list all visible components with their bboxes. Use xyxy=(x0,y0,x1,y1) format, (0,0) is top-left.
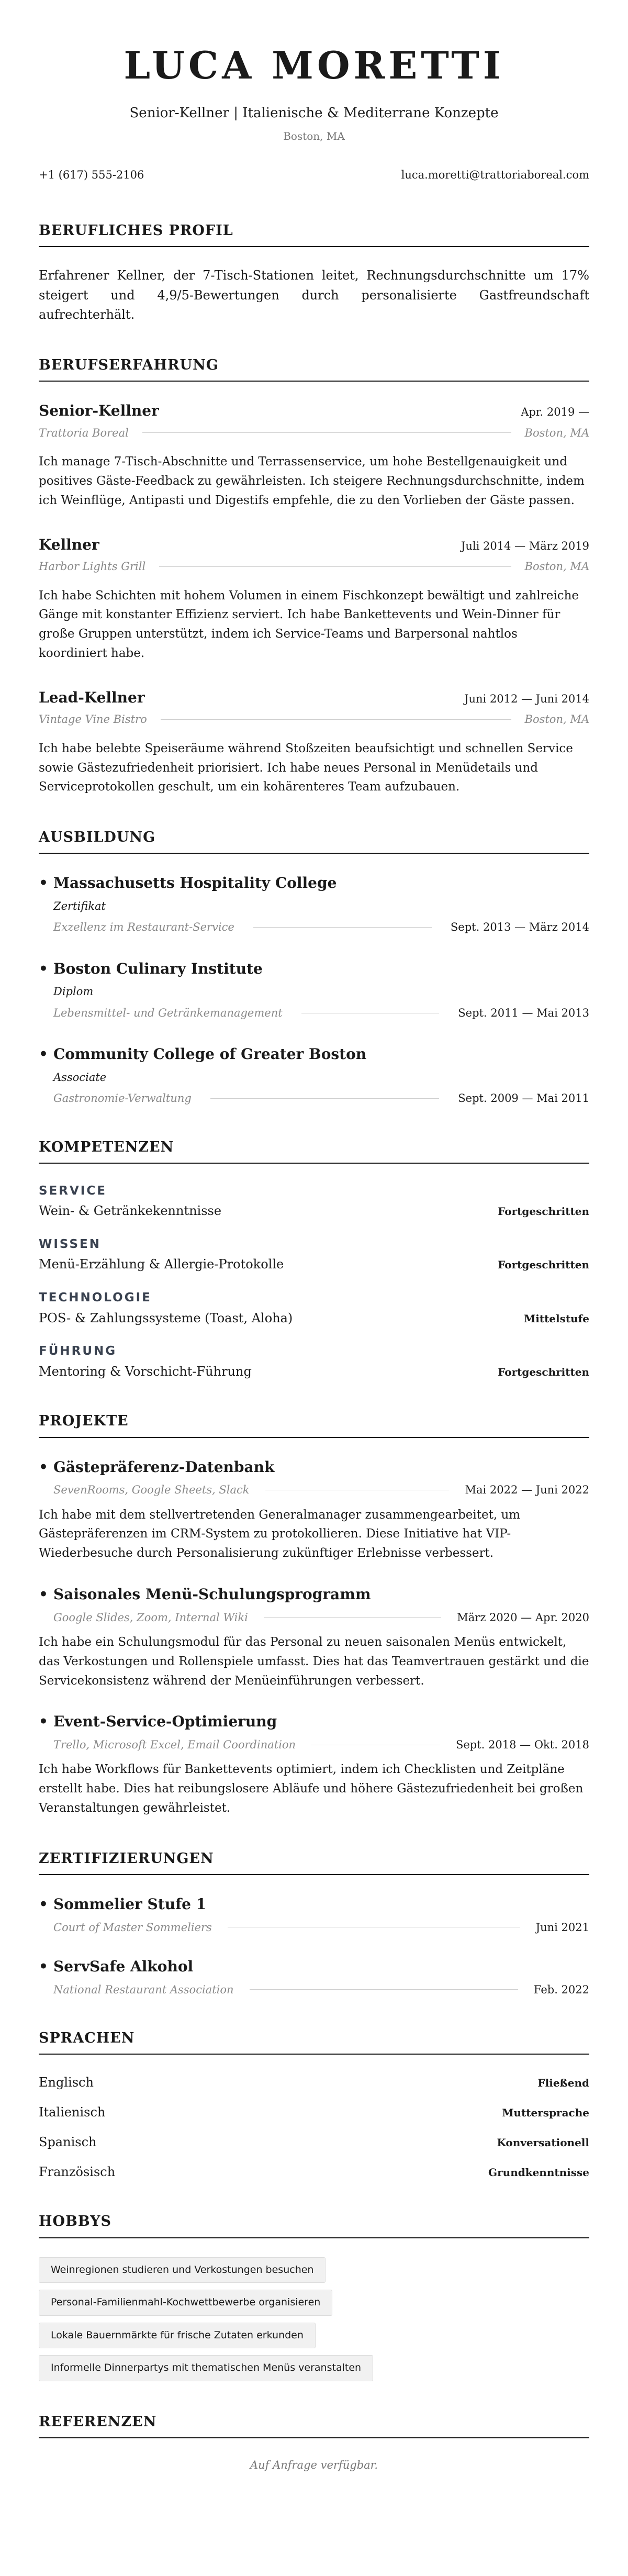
leader-line xyxy=(250,1989,518,1990)
school-name: Massachusetts Hospitality College xyxy=(53,874,337,892)
language-name: Spanisch xyxy=(39,2134,97,2149)
candidate-name: LUCA MORETTI xyxy=(124,43,504,87)
job-company: Vintage Vine Bistro xyxy=(39,713,147,726)
job-title: Lead-Kellner xyxy=(39,688,145,706)
language-row xyxy=(39,2103,589,2122)
language-name: Englisch xyxy=(39,2075,94,2090)
references-text: Auf Anfrage verfügbar. xyxy=(250,2458,378,2471)
skill-category xyxy=(39,1343,589,1380)
certification-issuer: Court of Master Sommeliers xyxy=(53,1921,212,1934)
language-row xyxy=(39,2133,589,2151)
languages-section xyxy=(39,2028,589,2181)
experience-section xyxy=(39,355,589,797)
job-description: Ich habe Schichten mit hohem Volumen in einem Fischkonzept bewältigt und zahlreiche Gänge mit konstanter Effizienz serviert. Ich habe Bankettevents und Wein-Dinner für große Gruppen unterstützt, indem ich Service-Teams und Barpersonal nahtlos koordiniert habe. xyxy=(39,588,579,660)
skill-level: Fortgeschritten xyxy=(498,1205,589,1218)
section-title: SPRACHEN xyxy=(39,2028,589,2055)
job-location: Boston, MA xyxy=(524,426,589,439)
project-description: Ich habe mit dem stellvertretenden Generalmanager zusammengearbeitet, um Gästepräferenzen im CRM-System zu protokollieren. Diese Initiative hat VIP-Wiederbesuche durch Personalisierung zukünftiger Erlebnisse verbessert. xyxy=(39,1508,521,1560)
job-entry xyxy=(39,400,589,510)
skills-section xyxy=(39,1137,589,1381)
project-description: Ich habe Workflows für Bankettevents optimiert, indem ich Checklisten und Zeitpläne erstellt habe. Dies hat reibungslosere Abläufe und höhere Gästezufriedenheit bei großen Veranstaltungen gewährleistet. xyxy=(39,1763,584,1815)
language-row xyxy=(39,2163,589,2181)
degree: Zertifikat xyxy=(53,899,106,912)
candidate-location: Boston, MA xyxy=(283,129,345,142)
language-name: Italienisch xyxy=(39,2105,106,2120)
certification-issuer: National Restaurant Association xyxy=(53,1983,234,1996)
hobbies-section xyxy=(39,2211,589,2381)
leader-line xyxy=(161,719,511,720)
education-entry xyxy=(39,873,589,935)
section-title: BERUFLICHES PROFIL xyxy=(39,220,589,247)
section-title: PROJEKTE xyxy=(39,1411,589,1437)
project-entry xyxy=(39,1711,589,1817)
project-tools: Google Slides, Zoom, Internal Wiki xyxy=(53,1611,248,1624)
leader-line xyxy=(210,1098,439,1099)
education-entry xyxy=(39,1044,589,1106)
profile-text: Erfahrener Kellner, der 7-Tisch-Stationen leitet, Rechnungsdurchschnitte um 17% steigert und 4,9/5-Bewertungen durch personalisierte Gastfreundschaft aufrechterhält. xyxy=(39,268,589,322)
school-name: Community College of Greater Boston xyxy=(53,1045,367,1063)
project-tools: SevenRooms, Google Sheets, Slack xyxy=(53,1484,250,1497)
education-entry xyxy=(39,958,589,1021)
education-section xyxy=(39,827,589,1107)
bullet-icon: • xyxy=(39,1458,48,1476)
education-dates: Sept. 2013 — März 2014 xyxy=(450,921,589,934)
skill-category xyxy=(39,1183,589,1220)
skill-category xyxy=(39,1236,589,1274)
skill-level: Mittelstufe xyxy=(524,1312,589,1325)
section-title: KOMPETENZEN xyxy=(39,1137,589,1164)
education-dates: Sept. 2011 — Mai 2013 xyxy=(458,1006,589,1019)
degree: Diplom xyxy=(53,985,94,998)
school-name: Boston Culinary Institute xyxy=(53,960,263,977)
hobby-tag: Personal-Familienmahl-Kochwettbewerbe organisieren xyxy=(39,2290,332,2316)
leader-line xyxy=(264,1617,441,1618)
language-level: Muttersprache xyxy=(502,2106,589,2120)
skill-category-label: WISSEN xyxy=(39,1237,101,1252)
project-dates: Mai 2022 — Juni 2022 xyxy=(465,1484,589,1497)
project-dates: Sept. 2018 — Okt. 2018 xyxy=(455,1738,589,1752)
skill-level: Fortgeschritten xyxy=(498,1365,589,1378)
phone-number[interactable]: +1 (617) 555-2106 xyxy=(39,168,144,181)
hobby-list xyxy=(39,2257,589,2381)
language-name: Französisch xyxy=(39,2164,116,2179)
hobby-tag: Informelle Dinnerpartys mit thematischen Menüs veranstalten xyxy=(39,2355,373,2381)
job-location: Boston, MA xyxy=(524,713,589,726)
leader-line xyxy=(253,927,432,928)
section-title: BERUFSERFAHRUNG xyxy=(39,355,589,382)
field-of-study: Lebensmittel- und Getränkemanagement xyxy=(53,1006,283,1019)
project-entry xyxy=(39,1584,589,1690)
skill-category-label: SERVICE xyxy=(39,1184,107,1198)
certification-entry xyxy=(39,1894,589,1935)
job-company: Harbor Lights Grill xyxy=(39,560,146,573)
hobby-tag: Weinregionen studieren und Verkostungen besuchen xyxy=(39,2257,326,2283)
job-title: Kellner xyxy=(39,536,99,553)
language-level: Fließend xyxy=(537,2077,589,2090)
leader-line xyxy=(142,432,511,433)
resume-header xyxy=(39,44,589,144)
bullet-icon: • xyxy=(39,1045,48,1063)
projects-section xyxy=(39,1411,589,1817)
language-level: Konversationell xyxy=(497,2136,589,2149)
field-of-study: Exzellenz im Restaurant-Service xyxy=(53,921,234,934)
job-title: Senior-Kellner xyxy=(39,402,159,420)
section-title: HOBBYS xyxy=(39,2211,589,2238)
project-tools: Trello, Microsoft Excel, Email Coordination xyxy=(53,1738,296,1752)
skill-name: POS- & Zahlungssysteme (Toast, Aloha) xyxy=(39,1310,293,1325)
bullet-icon: • xyxy=(39,1586,48,1603)
contact-row xyxy=(39,167,589,183)
project-entry xyxy=(39,1457,589,1563)
bullet-icon: • xyxy=(39,874,48,892)
project-description: Ich habe ein Schulungsmodul für das Personal zu neuen saisonalen Menüs entwickelt, das Verkostungen und Rollenspiele umfasst. Dies hat das Teamvertrauen gestärkt und die Servicekonsistenz während der Menüeinführungen verbessert. xyxy=(39,1635,589,1688)
skill-name: Mentoring & Vorschicht-Führung xyxy=(39,1364,252,1379)
leader-line xyxy=(159,566,511,567)
section-title: ZERTIFIZIERUNGEN xyxy=(39,1848,589,1875)
skill-name: Menü-Erzählung & Allergie-Protokolle xyxy=(39,1257,284,1272)
section-title: AUSBILDUNG xyxy=(39,827,589,854)
education-dates: Sept. 2009 — Mai 2011 xyxy=(458,1092,589,1105)
bullet-icon: • xyxy=(39,1713,48,1731)
certifications-section xyxy=(39,1848,589,1998)
job-dates: Juni 2012 — Juni 2014 xyxy=(464,692,589,705)
degree: Associate xyxy=(53,1070,107,1084)
job-description: Ich manage 7-Tisch-Abschnitte und Terrassenservice, um hohe Bestellgenauigkeit und positives Gäste-Feedback zu gewährleisten. Ich steigere Rechnungsdurchschnitte, indem ich Weinflüge, Antipasti und Digestifs empfehle, die zu den Vorlieben der Gäste passen. xyxy=(39,455,585,507)
candidate-tagline: Senior-Kellner | Italienische & Mediterrane Konzepte xyxy=(129,105,499,121)
skill-category-label: TECHNOLOGIE xyxy=(39,1291,152,1305)
profile-section xyxy=(39,220,589,325)
job-dates: Juli 2014 — März 2019 xyxy=(461,539,589,552)
hobby-tag: Lokale Bauernmärkte für frische Zutaten erkunden xyxy=(39,2323,316,2349)
bullet-icon: • xyxy=(39,1895,48,1913)
certification-entry xyxy=(39,1956,589,1998)
language-row xyxy=(39,2073,589,2092)
certification-name: ServSafe Alkohol xyxy=(53,1958,194,1976)
certification-date: Juni 2021 xyxy=(535,1921,589,1934)
section-title: REFERENZEN xyxy=(39,2412,589,2438)
job-description: Ich habe belebte Speiseräume während Stoßzeiten beaufsichtigt und schnellen Service sowie Gästezufriedenheit priorisiert. Ich habe neues Personal in Menüdetails und Serviceprotokollen geschult, um ein kohärenteres Team aufzubauen. xyxy=(39,741,573,794)
language-level: Grundkenntnisse xyxy=(488,2166,589,2179)
skill-category-label: FÜHRUNG xyxy=(39,1344,117,1358)
skill-name: Wein- & Getränkekenntnisse xyxy=(39,1203,222,1219)
project-dates: März 2020 — Apr. 2020 xyxy=(457,1611,589,1624)
references-section xyxy=(39,2412,589,2473)
field-of-study: Gastronomie-Verwaltung xyxy=(53,1092,192,1105)
job-entry xyxy=(39,687,589,797)
skill-level: Fortgeschritten xyxy=(498,1258,589,1272)
project-name: Saisonales Menü-Schulungsprogramm xyxy=(53,1586,371,1603)
job-entry xyxy=(39,534,589,663)
job-company: Trattoria Boreal xyxy=(39,426,129,439)
project-name: Gästepräferenz-Datenbank xyxy=(53,1458,275,1476)
email-address[interactable]: luca.moretti@trattoriaboreal.com xyxy=(401,168,589,181)
job-dates: Apr. 2019 — xyxy=(521,406,589,419)
certification-name: Sommelier Stufe 1 xyxy=(53,1895,207,1913)
bullet-icon: • xyxy=(39,960,48,977)
certification-date: Feb. 2022 xyxy=(533,1983,589,1996)
bullet-icon: • xyxy=(39,1958,48,1976)
project-name: Event-Service-Optimierung xyxy=(53,1713,277,1731)
job-location: Boston, MA xyxy=(524,560,589,573)
skill-category xyxy=(39,1289,589,1327)
